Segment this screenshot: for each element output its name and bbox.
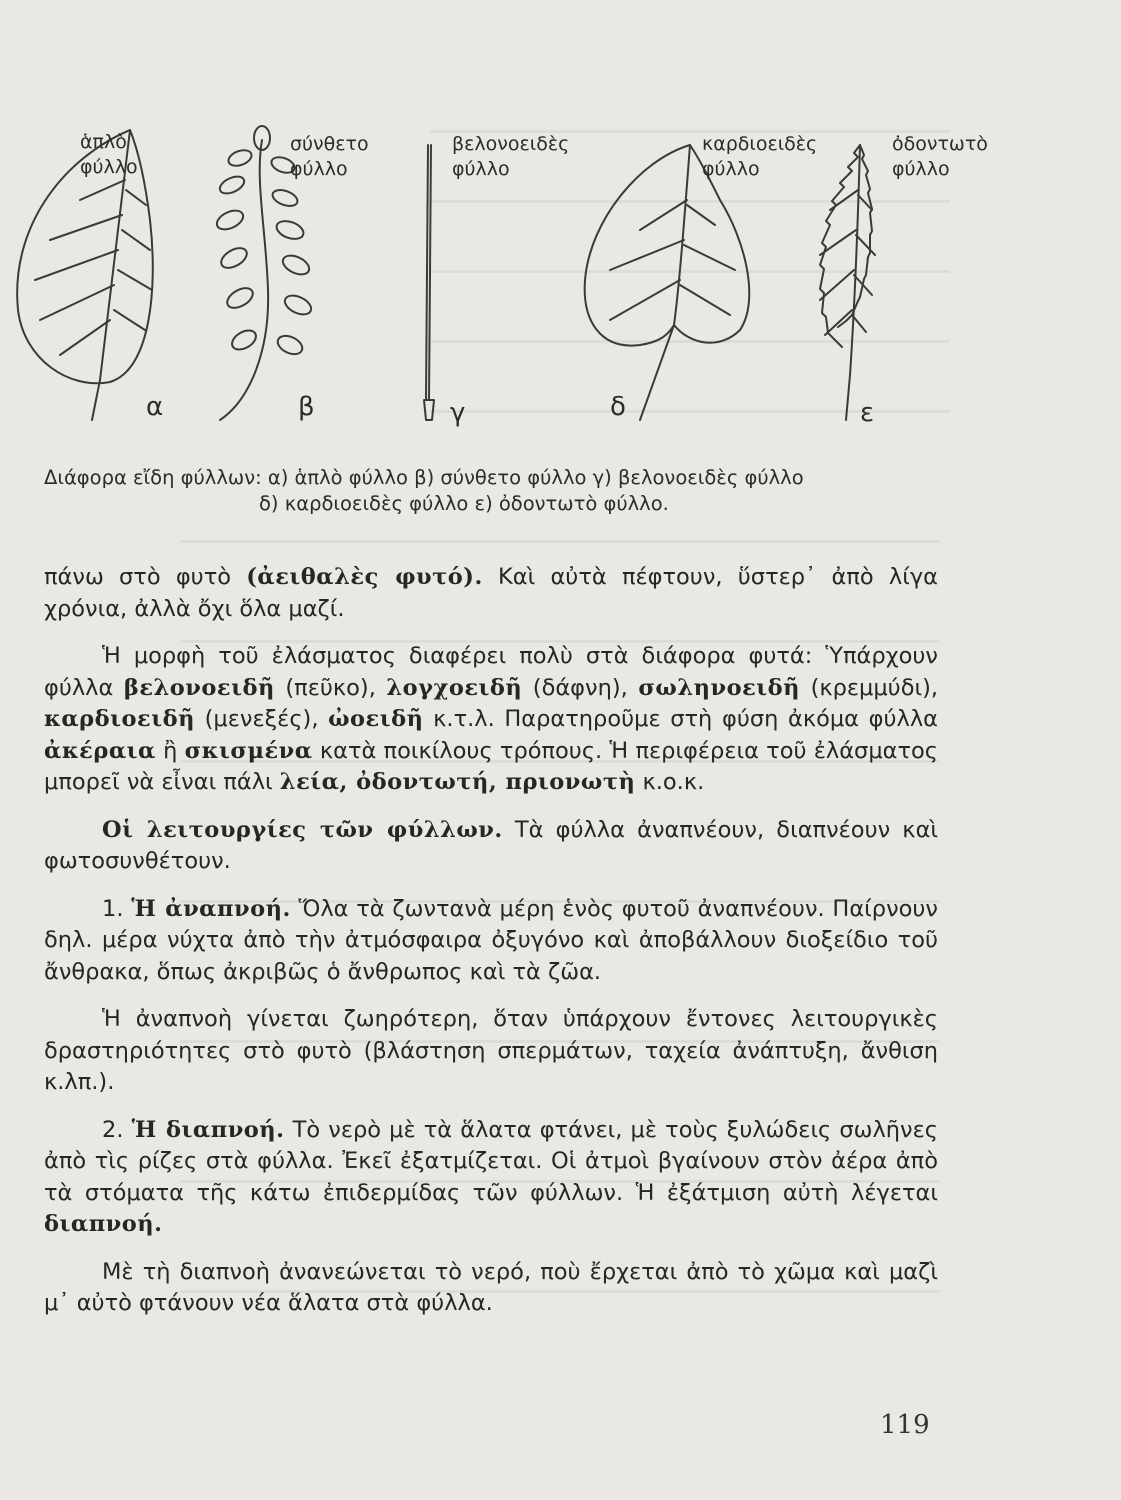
leaf-label-line: φύλλο	[892, 158, 950, 180]
leaf-label-simple	[80, 130, 138, 180]
text-run: κατὰ ποικίλους τρόπους. Ἡ περιφέρεια τοῦ ἐλάσματος μπορεῖ νὰ εἶναι πάλι	[44, 737, 938, 795]
paragraph-2	[44, 641, 938, 799]
text-run: πάνω στὸ φυτὸ	[44, 564, 247, 590]
text-run: (κρεμμύδι),	[800, 674, 939, 701]
leaf-label-line: καρδιοειδὲς	[702, 133, 818, 155]
leaf-letter-delta: δ	[610, 392, 626, 422]
text-run: Καὶ αὐτὰ πέφτουν, ὕστερ᾽ ἀπὸ λίγα χρόνια, ἀλλὰ ὄχι ὅλα μαζί.	[44, 564, 939, 622]
leaf-label-toothed	[892, 132, 988, 182]
paragraph-4	[44, 894, 938, 989]
leaf-letter-gamma: γ	[450, 398, 466, 428]
leaf-letter-beta: β	[298, 392, 315, 422]
page-number: 119	[880, 1410, 930, 1440]
leaf-letter-alpha: α	[146, 392, 164, 422]
subsection-heading: Ἡ ἀναπνοή.	[131, 895, 291, 922]
leaf-label-line: σύνθετο	[290, 133, 369, 155]
bold-term: βελονοειδῆ	[123, 674, 275, 701]
leaf-label-line: ὀδοντωτὸ	[892, 133, 988, 155]
leaf-label-heart	[702, 132, 817, 182]
text-run: (πεῦκο),	[274, 674, 387, 701]
paragraph-3	[44, 815, 938, 878]
paragraph-5: Ἡ ἀναπνοὴ γίνεται ζωηρότερη, ὅταν ὑπάρχουν ἔντονες λειτουργικὲς δραστηριότητες στὸ φυτὸ (βλάστηση σπερμάτων, ταχεία ἀνάπτυξη, ἄνθιση κ.λπ.).	[44, 1006, 938, 1095]
leaf-letter-epsilon: ε	[860, 398, 875, 428]
text-run: Τὸ νερὸ μὲ τὰ ἅλατα φτάνει, μὲ τοὺς ξυλώδεις σωλῆνες ἀπὸ τὶς ρίζες στὰ φύλλα. Ἐκεῖ ἐξατμίζεται. Οἱ ἀτμοὶ βγαίνουν στὸν ἀέρα ἀπὸ τὰ στόματα τῆς κάτω ἐπιδερμίδας τῶν φύλλων. Ἡ ἐξάτμιση αὐτὴ λέγεται	[44, 1116, 938, 1206]
figure-caption	[44, 465, 964, 517]
body-text	[44, 562, 938, 1320]
text-run: (δάφνη),	[522, 674, 639, 701]
needle-leaf-drawing	[424, 145, 434, 420]
caption-line-1: Διάφορα εἴδη φύλλων: α) ἁπλὸ φύλλο β) σύνθετο φύλλο γ) βελονοειδὲς φύλλο	[44, 466, 804, 489]
toothed-leaf-drawing	[820, 145, 875, 420]
leaf-label-line: φύλλο	[80, 156, 138, 178]
leaf-types-figure	[0, 120, 1121, 440]
text-run: (μενεξές),	[194, 706, 329, 732]
text-run: ἢ	[155, 737, 185, 764]
bold-term: ὠοειδῆ	[328, 706, 424, 732]
bold-term: σκισμένα	[184, 737, 313, 764]
leaf-label-line: ἁπλὸ	[80, 131, 127, 153]
section-heading: Οἱ λειτουργίες τῶν φύλλων.	[102, 816, 503, 843]
leaf-label-line: φύλλο	[290, 158, 348, 180]
bold-term: λεία, ὀδοντωτή, πριονωτὴ	[279, 769, 636, 795]
leaf-label-line: βελονοειδὲς	[452, 133, 570, 155]
leaf-label-compound	[290, 132, 369, 182]
leaf-label-line: φύλλο	[702, 158, 760, 180]
heart-leaf-drawing	[585, 145, 750, 420]
text-run: κ.ο.κ.	[635, 769, 705, 795]
bold-term: καρδιοειδῆ	[44, 706, 195, 732]
text-run: Ὅλα τὰ ζωντανὰ μέρη ἑνὸς φυτοῦ ἀναπνέουν. Παίρνουν δηλ. μέρα νύχτα ἀπὸ τὴν ἀτμόσφαιρα ὀξυγόνο καὶ ἀποβάλλουν διοξείδιο τοῦ ἄνθρακα, ὅπως ἀκριβῶς ὁ ἄνθρωπος καὶ τὰ ζῶα.	[44, 895, 938, 985]
paragraph-1	[44, 562, 938, 625]
text-run: Ἡ μορφὴ τοῦ ἐλάσματος διαφέρει πολὺ στὰ διάφορα φυτά: Ὑπάρχουν φύλλα	[44, 643, 938, 701]
bold-term: ἀκέραια	[44, 737, 156, 764]
bold-term: λογχοειδῆ	[386, 674, 523, 701]
text-run: 2.	[102, 1116, 132, 1143]
caption-line-2: δ) καρδιοειδὲς φύλλο ε) ὀδοντωτὸ φύλλο.	[259, 492, 669, 515]
paragraph-7: Μὲ τὴ διαπνοὴ ἀνανεώνεται τὸ νερό, ποὺ ἔρχεται ἀπὸ τὸ χῶμα καὶ μαζὶ μ᾽ αὐτὸ φτάνουν νέα ἅλατα στὰ φύλλα.	[44, 1258, 938, 1316]
bold-term: σωληνοειδῆ	[638, 674, 801, 701]
bold-term: διαπνοή.	[44, 1211, 163, 1237]
bold-term: (ἀειθαλὲς φυτό).	[246, 564, 483, 590]
leaf-label-line: φύλλο	[452, 158, 510, 180]
leaf-label-needle	[452, 132, 569, 182]
text-run: 1.	[102, 895, 132, 922]
subsection-heading: Ἡ διαπνοή.	[131, 1116, 285, 1143]
text-run: Τὰ φύλλα ἀναπνέουν, διαπνέουν καὶ φωτοσυνθέτουν.	[44, 816, 939, 874]
text-run: κ.τ.λ. Παρατηροῦμε στὴ φύση ἀκόμα φύλλα	[423, 706, 938, 732]
paragraph-6	[44, 1115, 938, 1241]
